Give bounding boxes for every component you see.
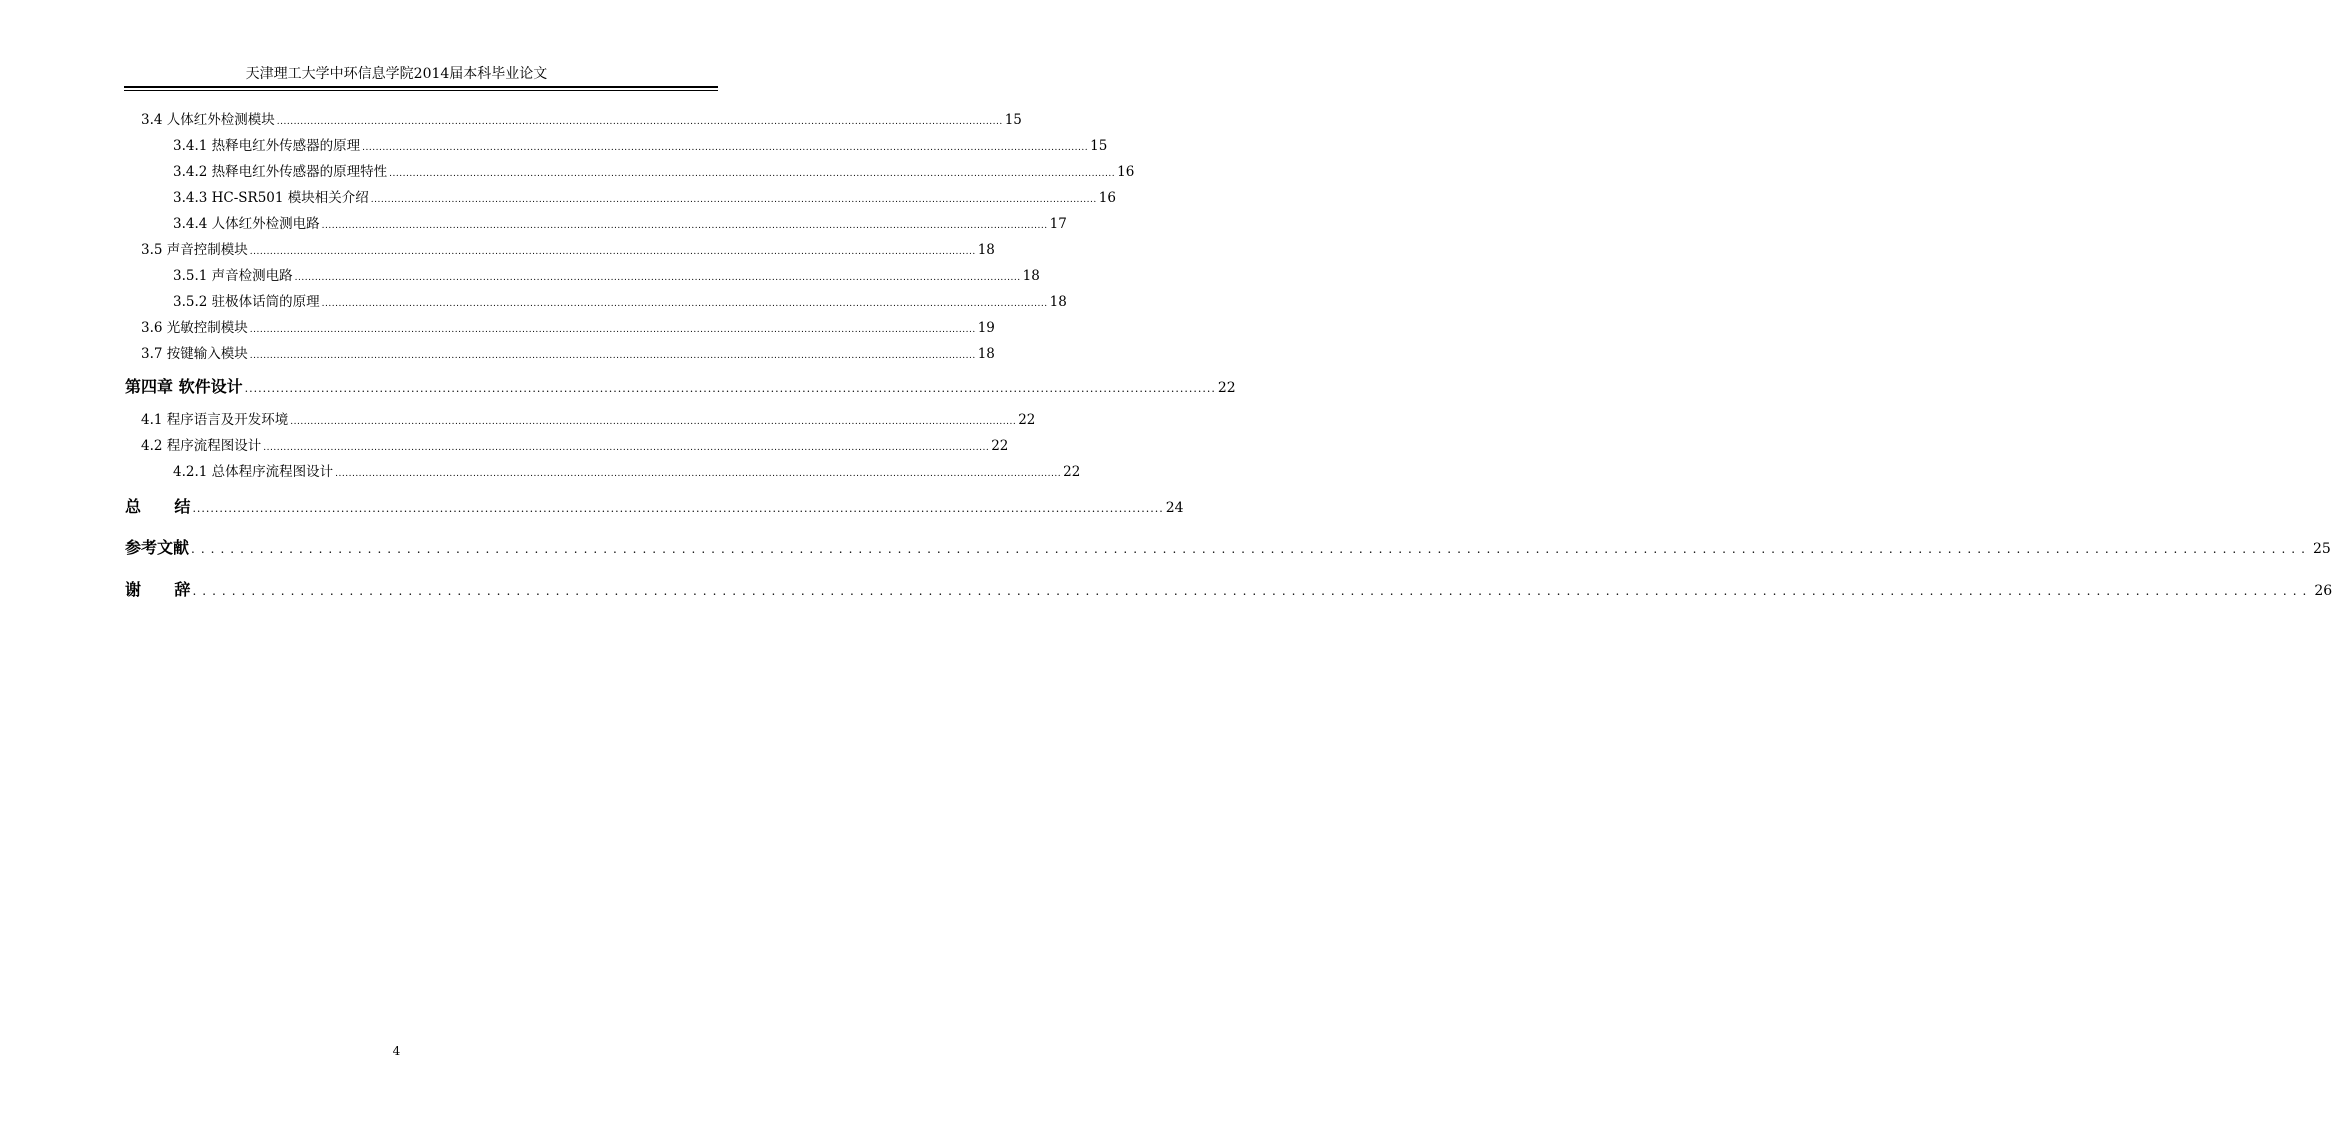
toc-label: 3.4.2 热释电红外传感器的原理特性 [173, 164, 388, 180]
toc-leader: ........................................................................................................................................................................................................................ [276, 117, 1003, 127]
toc-label: 3.7 按键输入模块 [141, 346, 248, 362]
toc-entry-3-4-1[interactable] [173, 136, 1108, 158]
toc-label: 3.4 人体红外检测模块 [141, 112, 275, 128]
toc-leader: ........................................................................................................................................................................................................................ [321, 299, 1048, 309]
toc-entry-3-6[interactable] [141, 318, 995, 340]
toc-entry-summary[interactable] [125, 496, 1184, 520]
toc-page: 22 [1018, 412, 1036, 428]
toc-entry-acknowledgements[interactable] [125, 579, 2332, 602]
toc-label: 3.4.4 人体红外检测电路 [173, 216, 320, 232]
toc-leader: ........................................................................................................................................................................................................................ [389, 169, 1116, 179]
toc-page: 26 [2314, 583, 2332, 599]
toc-page: 17 [1049, 216, 1067, 232]
toc-leader: ........................................................................................................................................................................................................................ [191, 542, 2311, 556]
toc-entry-3-5-2[interactable] [173, 292, 1067, 314]
toc-leader: ........................................................................................................................................................................................................................ [321, 221, 1048, 231]
toc-label: 3.5 声音控制模块 [141, 242, 248, 258]
toc-entry-3-4[interactable] [141, 110, 1022, 132]
toc-entry-4-1[interactable] [141, 410, 1036, 432]
toc-leader: ........................................................................................................................................................................................................................ [249, 325, 976, 335]
toc-page: 22 [1217, 380, 1236, 396]
toc-entry-3-4-3[interactable] [173, 188, 1116, 210]
toc-leader: ........................................................................................................................................................................................................................ [362, 143, 1089, 153]
toc-label: 3.6 光敏控制模块 [141, 320, 248, 336]
toc-label: 谢 辞 [125, 580, 191, 599]
toc-page: 18 [977, 346, 995, 362]
toc-page: 22 [1063, 464, 1081, 480]
toc-entry-3-4-4[interactable] [173, 214, 1067, 236]
toc-entry-references[interactable] [125, 537, 2331, 560]
toc-leader: ........................................................................................................................................................................................................................ [370, 195, 1097, 205]
toc-leader: ........................................................................................................................................................................................................................ [294, 273, 1021, 283]
toc-entry-3-4-2[interactable] [173, 162, 1135, 184]
toc-leader: ........................................................................................................................................................................................................................ [249, 351, 976, 361]
toc-entry-4-2[interactable] [141, 436, 1009, 458]
toc-leader: ........................................................................................................................................................................................................................ [335, 469, 1062, 479]
toc-label: 总 结 [125, 497, 191, 516]
toc-entry-3-5[interactable] [141, 240, 995, 262]
toc-page: 22 [991, 438, 1009, 454]
toc-page: 15 [1004, 112, 1022, 128]
toc-label: 3.4.1 热释电红外传感器的原理 [173, 138, 361, 154]
toc-label: 4.2.1 总体程序流程图设计 [173, 464, 334, 480]
toc-leader: ........................................................................................................................................................................................................................ [263, 443, 990, 453]
toc-page: 24 [1165, 500, 1184, 516]
toc-page: 25 [2312, 541, 2331, 557]
page-number: 4 [392, 1044, 401, 1058]
header-rule-thick [124, 86, 718, 88]
toc-label: 3.5.2 驻极体话筒的原理 [173, 294, 320, 310]
toc-label: 第四章 软件设计 [125, 377, 243, 396]
toc-leader: ........................................................................................................................................................................................................................ [192, 502, 1164, 515]
toc-entry-chapter-4[interactable] [125, 376, 1236, 400]
toc-leader: ........................................................................................................................................................................................................................ [249, 247, 976, 257]
header-rule-thin [124, 90, 718, 91]
header-title: 天津理工大学中环信息学院2014届本科毕业论文 [245, 66, 548, 82]
toc-entry-3-7[interactable] [141, 344, 995, 366]
toc-label: 3.5.1 声音检测电路 [173, 268, 293, 284]
toc-page: 18 [1022, 268, 1040, 284]
toc-label: 参考文献 [125, 538, 190, 557]
toc-page: 15 [1090, 138, 1108, 154]
toc-entry-3-5-1[interactable] [173, 266, 1040, 288]
toc-entry-4-2-1[interactable] [173, 462, 1081, 484]
toc-page: 18 [977, 242, 995, 258]
toc-page: 18 [1049, 294, 1067, 310]
toc-page: 16 [1117, 164, 1135, 180]
toc-page: 19 [977, 320, 995, 336]
toc-label: 4.1 程序语言及开发环境 [141, 412, 289, 428]
toc-label: 4.2 程序流程图设计 [141, 438, 262, 454]
toc-leader: ........................................................................................................................................................................................................................ [244, 382, 1216, 395]
toc-label: 3.4.3 HC-SR501 模块相关介绍 [173, 190, 369, 206]
toc-leader: ........................................................................................................................................................................................................................ [192, 584, 2313, 598]
toc-page: 16 [1098, 190, 1116, 206]
toc-leader: ........................................................................................................................................................................................................................ [290, 417, 1017, 427]
